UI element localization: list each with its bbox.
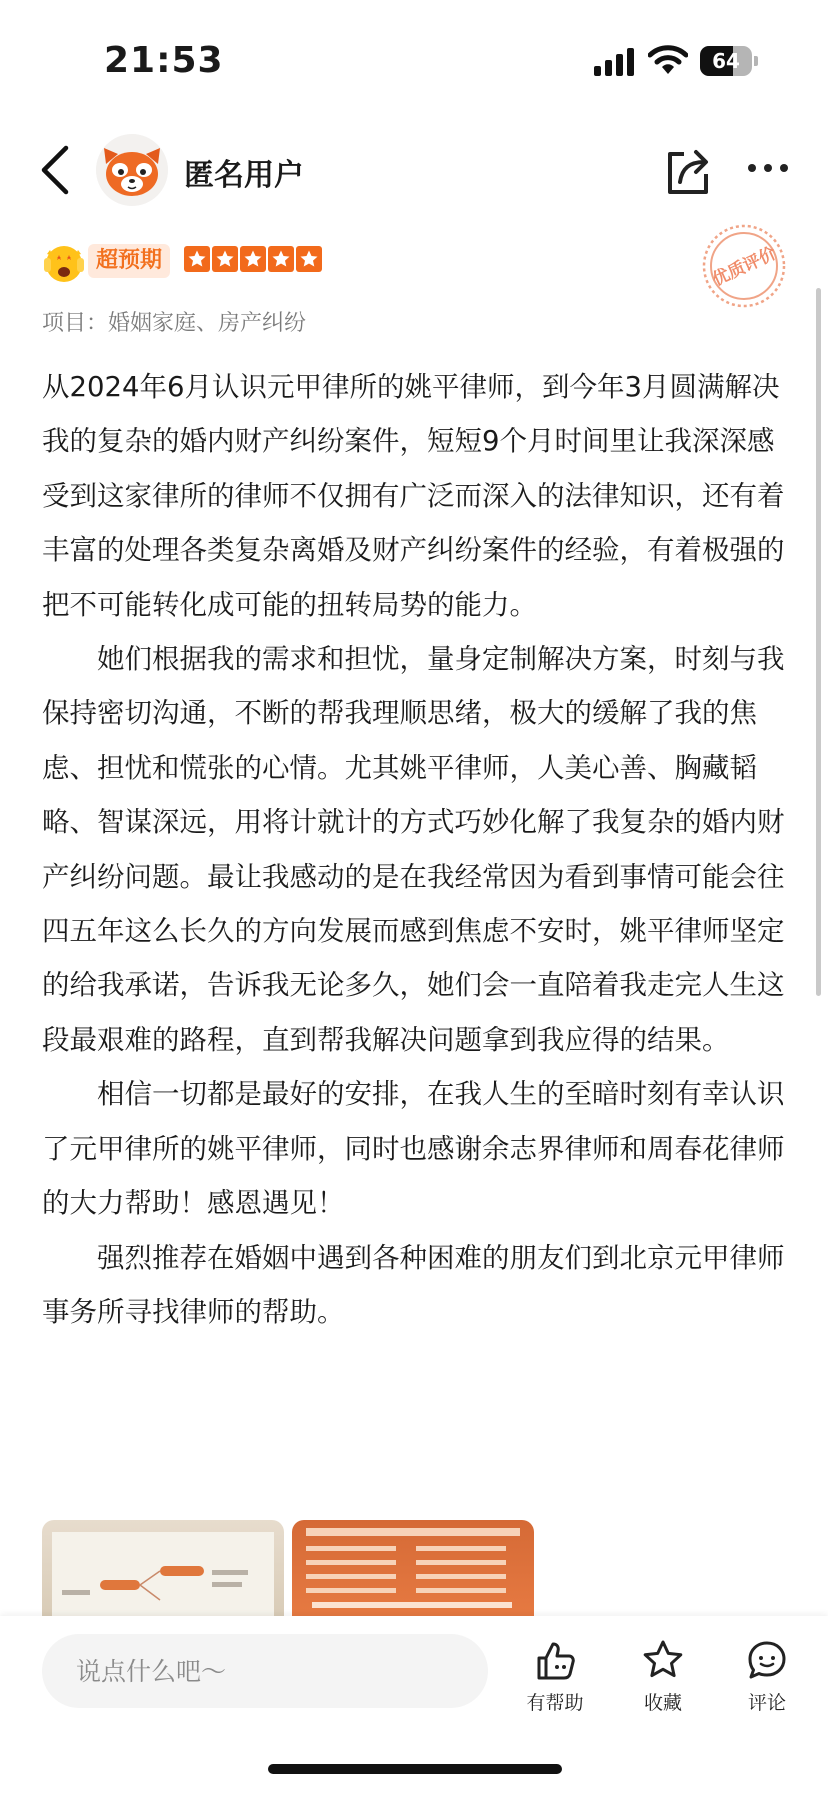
status-bar — [0, 0, 828, 110]
star-outline-icon — [641, 1638, 685, 1682]
poster-photo[interactable] — [292, 1520, 534, 1620]
rating-badge: 超预期 — [88, 244, 170, 278]
chevron-left-icon[interactable] — [36, 144, 76, 196]
review-header — [0, 120, 828, 220]
more-dots-icon[interactable] — [748, 164, 792, 176]
thumbs-up-icon — [533, 1638, 577, 1682]
battery-icon — [700, 46, 758, 76]
review-paragraph: 从2024年6月认识元甲律所的姚平律师，到今年3月圆满解决我的复杂的婚内财产纠纷案件，短短9个月时间里让我深深感受到这家律所的律师不仅拥有广泛而深入的法律知识，还有着丰富的处理各类复杂离婚及财产纠纷案件的经验，有着极强的把不可能转化成可能的扭转局势的能力。 — [42, 371, 785, 621]
star-icon — [296, 246, 322, 272]
whiteboard-photo[interactable] — [42, 1520, 284, 1620]
review-paragraph: 相信一切都是最好的安排，在我人生的至暗时刻有幸认识了元甲律所的姚平律师，同时也感谢余志界律师和周春花律师的大力帮助！感恩遇见！ — [42, 1078, 785, 1220]
review-paragraph: 她们根据我的需求和担忧，量身定制解决方案，时刻与我保持密切沟通，不断的帮我理顺思绪，极大的缓解了我的焦虑、担忧和慌张的心情。尤其姚平律师，人美心善、胸藏韬略、智谋深远，用将计就计的方式巧妙化解了我复杂的婚内财产纠纷问题。最让我感动的是在我经常因为看到事情可能会往四五年这么长久的方向发展而感到焦虑不安时，姚平律师坚定的给我承诺，告诉我无论多久，她们会一直陪着我走完人生这段最艰难的路程，直到帮我解决问题拿到我应得的结果。 — [42, 643, 785, 1056]
comment-button[interactable] — [722, 1638, 812, 1715]
star-struck-emoji-icon — [42, 240, 86, 284]
helpful-label: 有帮助 — [526, 1692, 584, 1714]
helpful-button[interactable] — [510, 1638, 600, 1715]
favorite-label: 收藏 — [643, 1692, 682, 1714]
cellular-signal-icon — [594, 48, 636, 76]
username: 匿名用户 — [184, 158, 304, 193]
favorite-button[interactable] — [618, 1638, 708, 1715]
star-icon — [268, 246, 294, 272]
red-panda-avatar-icon[interactable] — [96, 134, 168, 206]
scrollbar[interactable] — [816, 288, 821, 996]
comment-input[interactable] — [42, 1634, 488, 1708]
project-label: 项目：婚姻家庭、房产纠纷 — [42, 311, 307, 336]
review-text — [42, 360, 790, 1339]
star-icon — [212, 246, 238, 272]
review-paragraph: 强烈推荐在婚姻中遇到各种困难的朋友们到北京元甲律师事务所寻找律师的帮助。 — [42, 1241, 785, 1328]
share-icon[interactable] — [664, 144, 712, 196]
seal-text: 优质评价 — [709, 243, 780, 291]
comment-label: 评论 — [747, 1692, 786, 1714]
home-indicator — [268, 1764, 562, 1774]
wifi-icon — [648, 44, 688, 76]
star-icon — [184, 246, 210, 272]
comment-bubble-icon — [745, 1638, 789, 1682]
quality-review-seal — [700, 222, 788, 310]
star-icon — [240, 246, 266, 272]
star-rating — [184, 246, 324, 276]
bottom-action-bar — [0, 1616, 828, 1796]
battery-percent: 64 — [712, 49, 740, 73]
status-time: 21:53 — [104, 40, 224, 81]
